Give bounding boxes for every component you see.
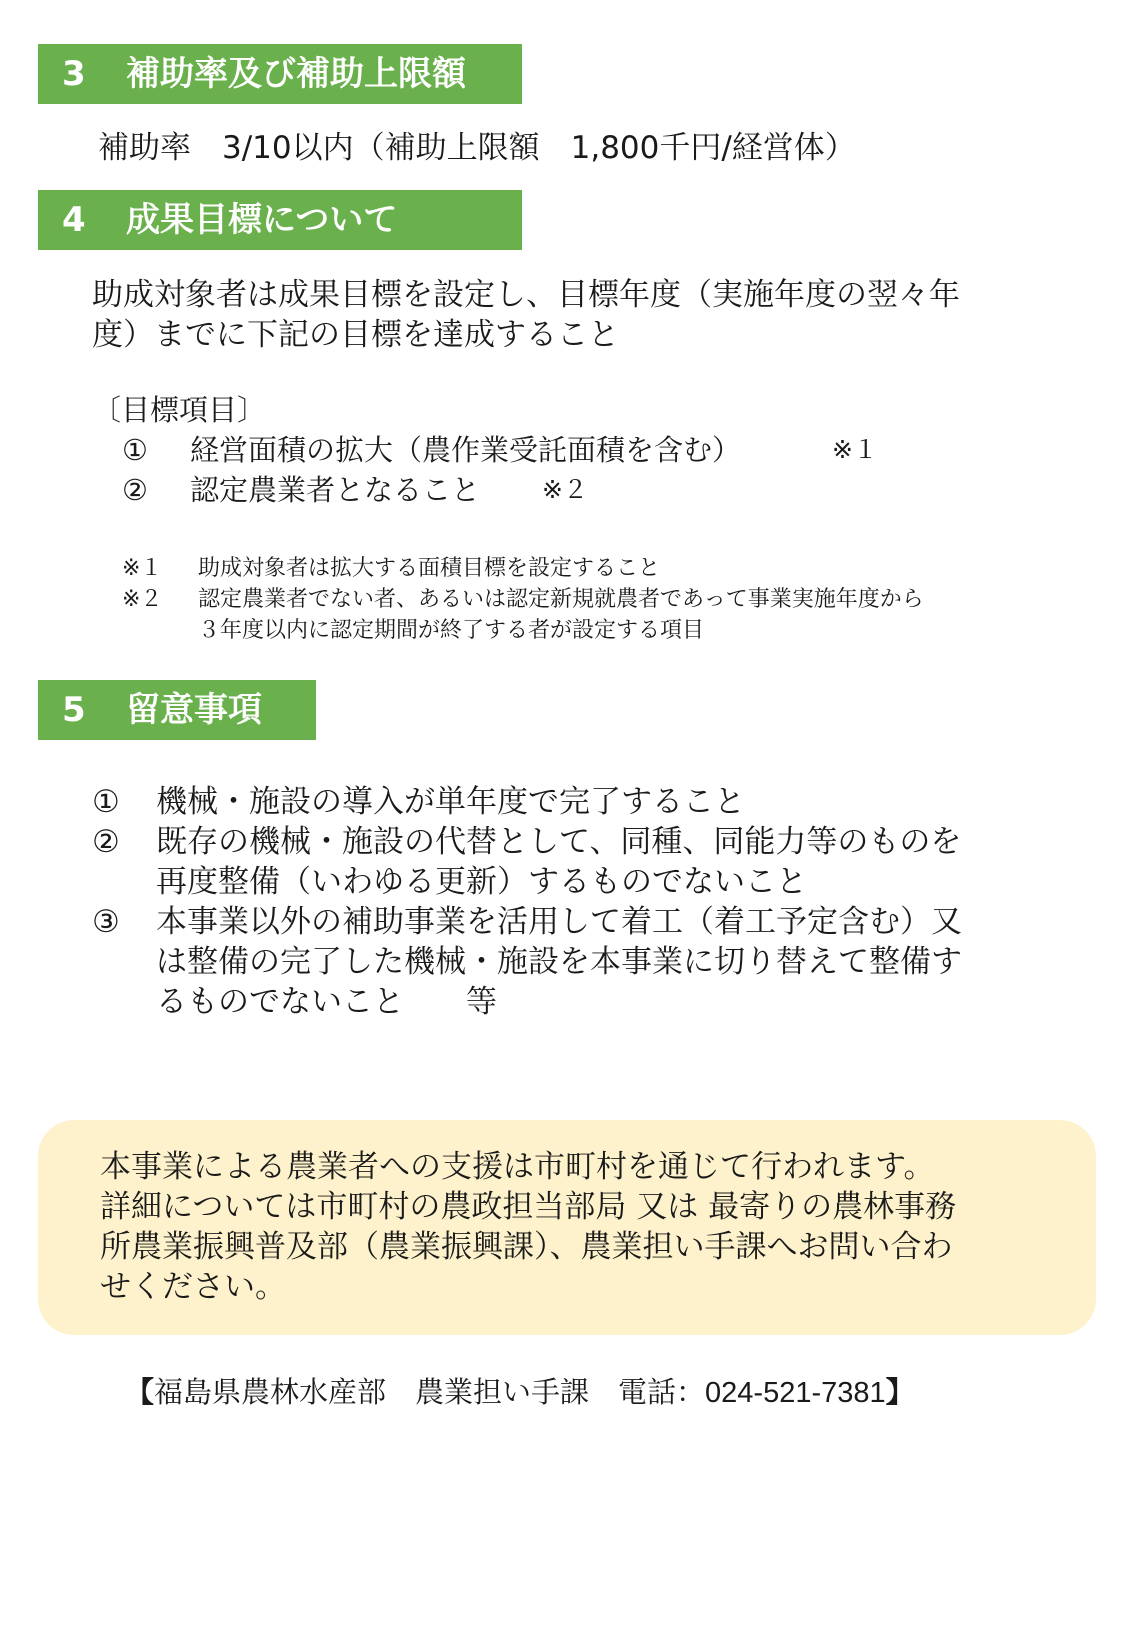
goal-items-heading: 〔目標項目〕	[92, 393, 267, 427]
footnote-text: 認定農業者でない者、あるいは認定新規就農者であって事業実施年度から	[198, 587, 924, 612]
item-mark: ②	[92, 824, 120, 860]
goal-intro-line-2: 度）までに下記の目標を達成すること	[92, 317, 619, 353]
item-mark: ③	[92, 904, 120, 940]
item-mark: ②	[122, 473, 148, 507]
footnote-mark: ※２	[122, 587, 163, 612]
item-note: ※２	[542, 475, 588, 504]
section-number: 4	[62, 200, 86, 240]
section-3-heading	[38, 44, 522, 104]
item-text: 認定農業者となること	[190, 473, 481, 507]
section-4-heading	[38, 190, 522, 250]
item-text: 既存の機械・施設の代替として、同種、同能力等のものを	[156, 824, 962, 860]
item-text: 機械・施設の導入が単年度で完了すること	[156, 784, 745, 820]
item-text: るものでないこと 等	[156, 984, 497, 1020]
contact-org: 福島県農林水産部 農業担い手課 電話：	[154, 1375, 706, 1409]
notice-line-2: 詳細については市町村の農政担当部局 又は 最寄りの農林事務	[100, 1189, 957, 1225]
contact-footer	[125, 1372, 915, 1413]
footnote-text: ３年度以内に認定期間が終了する者が設定する項目	[198, 618, 705, 643]
item-text: 本事業以外の補助事業を活用して着工（着工予定含む）又	[156, 904, 962, 940]
item-mark: ①	[122, 433, 148, 467]
section-title: 成果目標について	[126, 200, 398, 240]
contact-phone: 024-521-7381	[705, 1377, 886, 1409]
section-number: 3	[62, 54, 86, 94]
section-number: 5	[62, 690, 86, 730]
subsidy-rate-text: 補助率 3/10以内（補助上限額 1,800千円/経営体）	[98, 130, 856, 166]
footnote-text: 助成対象者は拡大する面積目標を設定すること	[198, 556, 661, 581]
notice-line-3: 所農業振興普及部（農業振興課）、農業担い手課へお問い合わ	[100, 1229, 953, 1265]
item-text: 経営面積の拡大（農作業受託面積を含む）	[190, 433, 742, 467]
item-text: 再度整備（いわゆる更新）するものでないこと	[156, 864, 807, 900]
section-5-heading	[38, 680, 316, 740]
item-mark: ①	[92, 784, 120, 820]
bracket-open: 【	[125, 1375, 155, 1409]
notice-line-1: 本事業による農業者への支援は市町村を通じて行われます。	[100, 1149, 935, 1185]
notice-line-4: せください。	[100, 1269, 286, 1305]
item-note: ※１	[832, 435, 878, 464]
goal-intro-line-1: 助成対象者は成果目標を設定し、目標年度（実施年度の翌々年	[92, 277, 960, 313]
section-title: 補助率及び補助上限額	[126, 54, 466, 94]
section-title: 留意事項	[126, 690, 262, 730]
bracket-close: 】	[885, 1375, 915, 1409]
item-text: は整備の完了した機械・施設を本事業に切り替えて整備す	[156, 944, 962, 980]
footnote-mark: ※１	[122, 556, 163, 581]
